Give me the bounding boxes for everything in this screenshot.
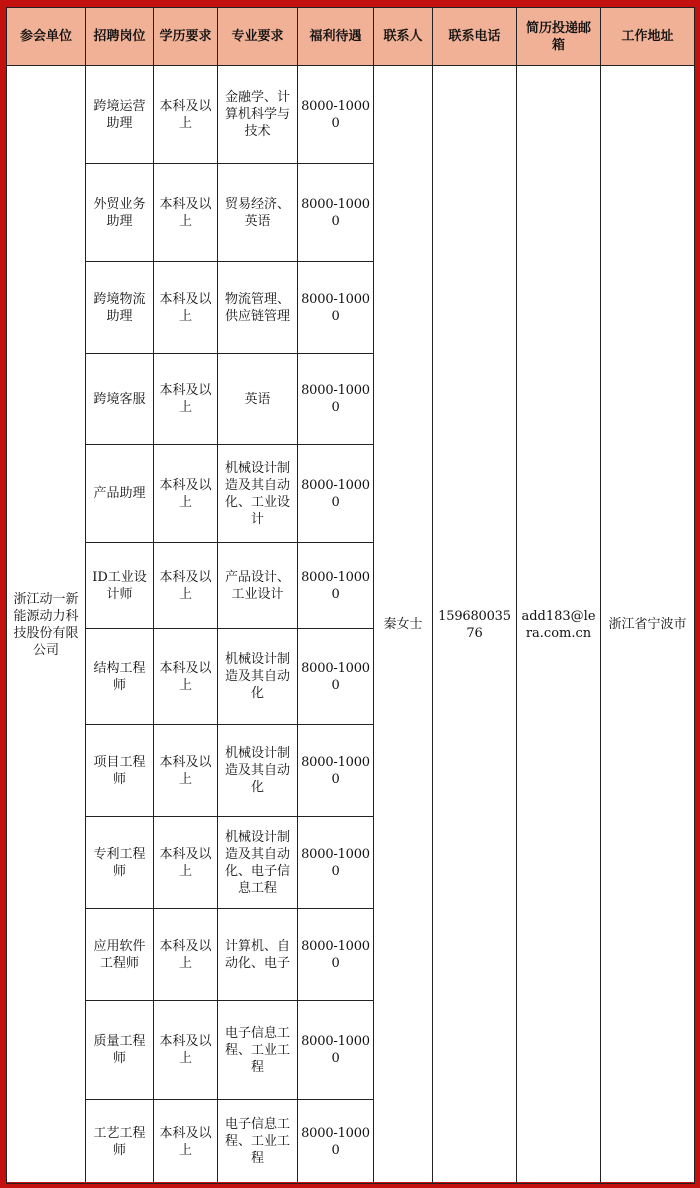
education-cell: 本科及以上 — [154, 817, 218, 909]
education-cell: 本科及以上 — [154, 1001, 218, 1100]
major-cell: 电子信息工程、工业工程 — [218, 1001, 298, 1100]
major-cell: 机械设计制造及其自动化、工业设计 — [218, 445, 298, 543]
major-cell: 金融学、计算机科学与技术 — [218, 66, 298, 164]
position-cell: 专利工程师 — [86, 817, 154, 909]
education-cell: 本科及以上 — [154, 164, 218, 262]
salary-cell: 8000-10000 — [298, 725, 374, 817]
contact-cell: 秦女士 — [374, 66, 433, 1184]
education-cell: 本科及以上 — [154, 629, 218, 725]
salary-cell: 8000-10000 — [298, 354, 374, 445]
position-cell: 应用软件工程师 — [86, 909, 154, 1001]
position-cell: 项目工程师 — [86, 725, 154, 817]
header-row — [7, 8, 695, 66]
position-cell: 质量工程师 — [86, 1001, 154, 1100]
education-cell: 本科及以上 — [154, 354, 218, 445]
major-cell: 物流管理、供应链管理 — [218, 262, 298, 354]
phone-cell: 15968003576 — [433, 66, 517, 1184]
position-cell: 跨境物流助理 — [86, 262, 154, 354]
header-contact: 联系人 — [374, 8, 433, 66]
major-cell: 机械设计制造及其自动化 — [218, 725, 298, 817]
company-cell: 浙江动一新能源动力科技股份有限公司 — [7, 66, 86, 1184]
salary-cell: 8000-10000 — [298, 66, 374, 164]
salary-cell: 8000-10000 — [298, 909, 374, 1001]
position-cell: ID工业设计师 — [86, 543, 154, 629]
header-education: 学历要求 — [154, 8, 218, 66]
salary-cell: 8000-10000 — [298, 1100, 374, 1184]
recruitment-table — [6, 7, 695, 1184]
header-address: 工作地址 — [601, 8, 695, 66]
education-cell: 本科及以上 — [154, 1100, 218, 1184]
position-cell: 外贸业务助理 — [86, 164, 154, 262]
education-cell: 本科及以上 — [154, 262, 218, 354]
salary-cell: 8000-10000 — [298, 445, 374, 543]
header-major: 专业要求 — [218, 8, 298, 66]
header-salary: 福利待遇 — [298, 8, 374, 66]
education-cell: 本科及以上 — [154, 445, 218, 543]
major-cell: 机械设计制造及其自动化、电子信息工程 — [218, 817, 298, 909]
education-cell: 本科及以上 — [154, 543, 218, 629]
header-company: 参会单位 — [7, 8, 86, 66]
header-phone: 联系电话 — [433, 8, 517, 66]
recruitment-sheet — [6, 7, 694, 1182]
table-row — [7, 66, 695, 164]
address-cell: 浙江省宁波市 — [601, 66, 695, 1184]
salary-cell: 8000-10000 — [298, 629, 374, 725]
education-cell: 本科及以上 — [154, 725, 218, 817]
salary-cell: 8000-10000 — [298, 543, 374, 629]
salary-cell: 8000-10000 — [298, 262, 374, 354]
position-cell: 工艺工程师 — [86, 1100, 154, 1184]
salary-cell: 8000-10000 — [298, 1001, 374, 1100]
header-email: 简历投递邮箱 — [517, 8, 601, 66]
header-position: 招聘岗位 — [86, 8, 154, 66]
major-cell: 计算机、自动化、电子 — [218, 909, 298, 1001]
major-cell: 产品设计、工业设计 — [218, 543, 298, 629]
major-cell: 贸易经济、英语 — [218, 164, 298, 262]
education-cell: 本科及以上 — [154, 66, 218, 164]
email-cell: add183@lera.com.cn — [517, 66, 601, 1184]
major-cell: 英语 — [218, 354, 298, 445]
major-cell: 电子信息工程、工业工程 — [218, 1100, 298, 1184]
position-cell: 跨境客服 — [86, 354, 154, 445]
salary-cell: 8000-10000 — [298, 164, 374, 262]
salary-cell: 8000-10000 — [298, 817, 374, 909]
education-cell: 本科及以上 — [154, 909, 218, 1001]
major-cell: 机械设计制造及其自动化 — [218, 629, 298, 725]
position-cell: 跨境运营助理 — [86, 66, 154, 164]
position-cell: 产品助理 — [86, 445, 154, 543]
position-cell: 结构工程师 — [86, 629, 154, 725]
